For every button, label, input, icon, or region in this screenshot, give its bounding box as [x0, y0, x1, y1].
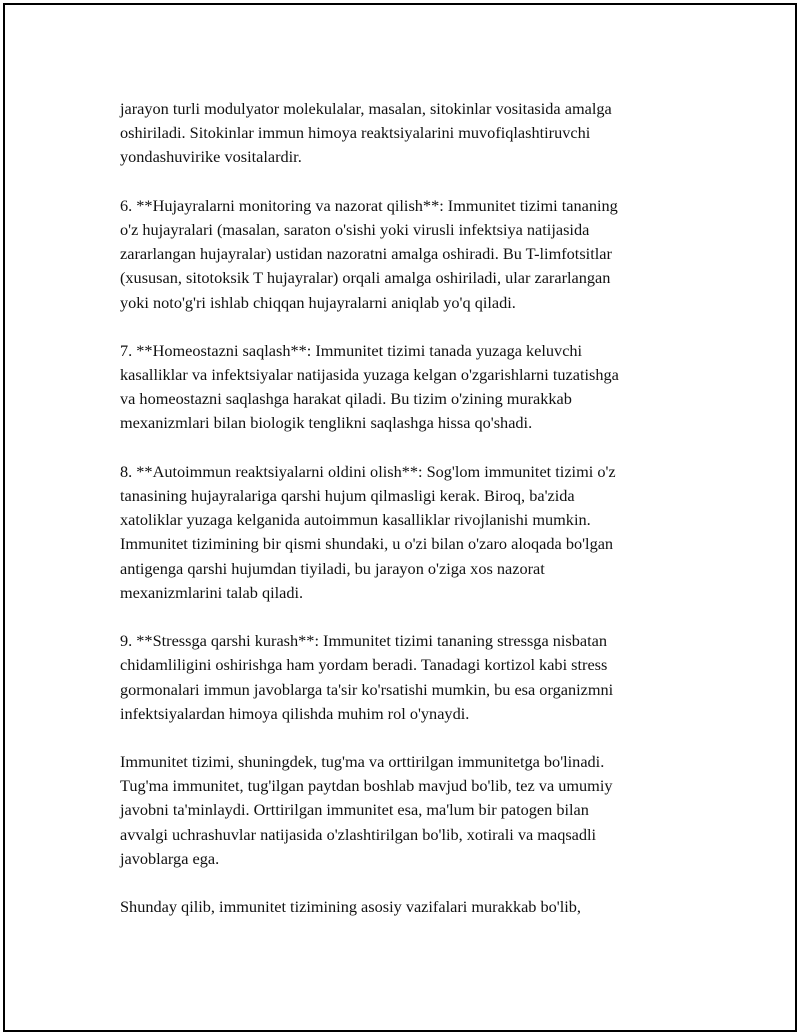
text-line: 8. **Autoimmun reaktsiyalarni oldini olish**: Sog'lom immunitet tizimi o'z: [120, 461, 616, 481]
text-line: mexanizmlari bilan biologik tenglikni saqlashga hissa qo'shadi.: [120, 413, 533, 433]
text-line: Shunday qilib, immunitet tizimining asosiy vazifalari murakkab bo'lib,: [120, 897, 581, 917]
paragraph-item-8: [120, 460, 700, 605]
text-line: 9. **Stressga qarshi kurash**: Immunitet tizimi tananing stressga nisbatan: [120, 631, 607, 651]
text-line: (xususan, sitotoksik T hujayralar) orqali amalga oshiriladi, ular zararlangan: [120, 268, 611, 288]
text-line: yoki noto'g'ri ishlab chiqqan hujayralarni aniqlab yo'q qiladi.: [120, 292, 516, 312]
paragraph-conclusion: [120, 895, 700, 919]
text-line: yondashuvirike vositalardir.: [120, 147, 302, 167]
text-line: gormonalari immun javoblarga ta'sir ko'rsatishi mumkin, bu esa organizmni: [120, 679, 614, 699]
text-line: jarayon turli modulyator molekulalar, masalan, sitokinlar vositasida amalga: [120, 99, 612, 118]
text-line: xatoliklar yuzaga kelganida autoimmun kasalliklar rivojlanishi mumkin.: [120, 510, 591, 530]
text-line: antigenga qarshi hujumdan tiyiladi, bu jarayon o'ziga xos nazorat: [120, 558, 545, 578]
text-line: tanasining hujayralariga qarshi hujum qilmasligi kerak. Biroq, ba'zida: [120, 486, 575, 505]
text-line: 6. **Hujayralarni monitoring va nazorat qilish**: Immunitet tizimi tananing: [120, 195, 618, 215]
text-line: Immunitet tizimining bir qismi shundaki, u o'zi bilan o'zaro aloqada bo'lgan: [120, 534, 614, 554]
text-line: va homeostazni saqlashga harakat qiladi. Bu tizim o'zining murakkab: [120, 389, 572, 409]
text-line: javoblarga ega.: [120, 848, 220, 868]
text-line: Immunitet tizimi, shuningdek, tug'ma va orttirilgan immunitetga bo'linadi.: [120, 752, 605, 772]
document-body: [120, 97, 700, 944]
text-line: infektsiyalardan himoya qilishda muhim rol o'ynaydi.: [120, 703, 470, 723]
paragraph-intro-continuation: [120, 97, 700, 170]
page-frame: [3, 3, 797, 1032]
text-line: chidamliligini oshirishga ham yordam beradi. Tanadagi kortizol kabi stress: [120, 655, 608, 675]
paragraph-innate-acquired: [120, 750, 700, 871]
text-line: 7. **Homeostazni saqlash**: Immunitet tizimi tanada yuzaga keluvchi: [120, 340, 583, 360]
paragraph-item-7: [120, 339, 700, 436]
text-line: Tug'ma immunitet, tug'ilgan paytdan boshlab mavjud bo'lib, tez va umumiy: [120, 776, 613, 796]
text-line: zararlangan hujayralar) ustidan nazoratni amalga oshiradi. Bu T-limfotsitlar: [120, 244, 612, 264]
text-line: kasalliklar va infektsiyalar natijasida yuzaga kelgan o'zgarishlarni tuzatishga: [120, 365, 619, 385]
text-line: mexanizmlarini talab qiladi.: [120, 582, 304, 602]
text-line: avvalgi uchrashuvlar natijasida o'zlashtirilgan bo'lib, xotirali va maqsadli: [120, 824, 597, 844]
text-line: oshiriladi. Sitokinlar immun himoya reaktsiyalarini muvofiqlashtiruvchi: [120, 123, 591, 143]
text-line: javobni ta'minlaydi. Orttirilgan immunitet esa, ma'lum bir patogen bilan: [120, 800, 589, 820]
text-line: o'z hujayralari (masalan, saraton o'sishi yoki virusli infektsiya natijasida: [120, 219, 590, 239]
paragraph-item-9: [120, 629, 700, 726]
paragraph-item-6: [120, 194, 700, 315]
